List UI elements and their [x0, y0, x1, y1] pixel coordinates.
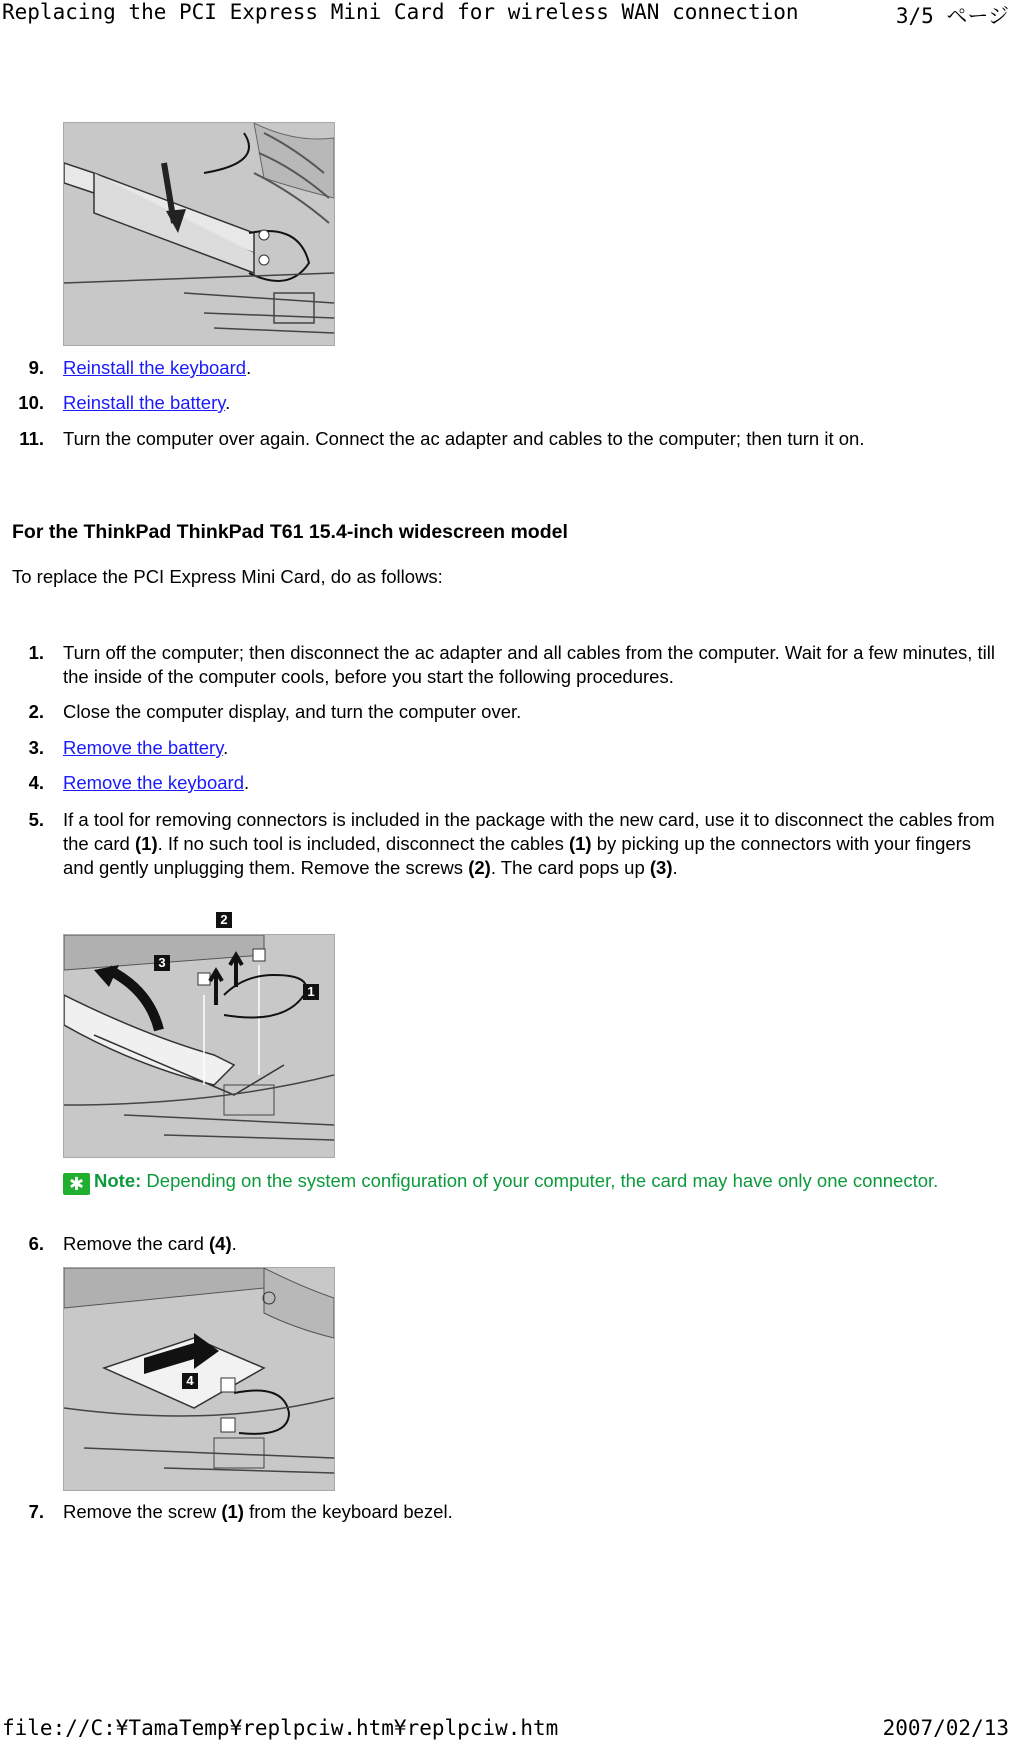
page-footer-path: file://C:¥TamaTemp¥replpciw.htm¥replpciw.htm	[2, 1716, 559, 1740]
page-header-title: Replacing the PCI Express Mini Card for wireless WAN connection	[2, 0, 799, 24]
reinstall-keyboard-link[interactable]: Reinstall the keyboard	[63, 357, 247, 378]
step-text: Remove the card (4).	[63, 1233, 237, 1254]
step-number: 6.	[28, 1233, 44, 1254]
step-text: Close the computer display, and turn the computer over.	[63, 701, 522, 722]
figure-remove-card	[63, 1267, 335, 1491]
step-number: 4.	[28, 772, 44, 793]
step-number: 2.	[28, 701, 44, 722]
callout-4: 4	[182, 1373, 198, 1389]
section-title: For the ThinkPad ThinkPad T61 15.4-inch widescreen model	[12, 521, 568, 543]
step-punct: .	[246, 357, 252, 378]
step-text: Remove the screw (1) from the keyboard bezel.	[63, 1501, 453, 1522]
step-punct: .	[244, 772, 250, 793]
note-label: Note:	[94, 1170, 142, 1191]
step-number: 1.	[28, 642, 44, 663]
note-icon: ✱	[63, 1173, 90, 1195]
page-footer-date: 2007/02/13	[882, 1716, 1009, 1740]
step-text: If a tool for removing connectors is included in the package with the new card, use it to disconnect the cables from the card (1). If no such tool is included, disconnect the cables (1) by picking up the connectors with your fingers and gently unplugging them. Remove the screws (2). The card pops up (3).	[63, 809, 995, 878]
step-number: 9.	[28, 357, 44, 378]
step-text: Turn the computer over again. Connect the ac adapter and cables to the computer; then turn it on.	[63, 428, 865, 449]
figure-card-install-drawing	[64, 123, 334, 345]
figure-card-install	[63, 122, 335, 346]
step-number: 5.	[28, 809, 44, 830]
step-number: 3.	[28, 737, 44, 758]
callout-1: 1	[303, 984, 319, 1000]
step-punct: .	[223, 737, 229, 758]
figure-card-removal-drawing	[64, 935, 334, 1157]
step-text: Turn off the computer; then disconnect the ac adapter and all cables from the computer. Wait for a few minutes, till the inside of the computer cools, before you start the following procedures.	[63, 642, 995, 687]
step-number: 10.	[18, 392, 44, 413]
callout-2: 2	[216, 912, 232, 928]
step-punct: .	[225, 392, 231, 413]
reinstall-battery-link[interactable]: Reinstall the battery	[63, 392, 226, 413]
figure-remove-card-drawing	[64, 1268, 334, 1490]
remove-battery-link[interactable]: Remove the battery	[63, 737, 224, 758]
callout-3: 3	[154, 955, 170, 971]
note-text: Depending on the system configuration of your computer, the card may have only one connector.	[141, 1170, 939, 1191]
step-number: 7.	[28, 1501, 44, 1522]
step-number: 11.	[19, 428, 44, 449]
note	[63, 1169, 963, 1195]
remove-keyboard-link[interactable]: Remove the keyboard	[63, 772, 244, 793]
section-intro: To replace the PCI Express Mini Card, do as follows:	[12, 566, 443, 587]
page-number: 3/5 ページ	[895, 4, 1009, 28]
figure-card-removal-screws	[63, 934, 335, 1158]
